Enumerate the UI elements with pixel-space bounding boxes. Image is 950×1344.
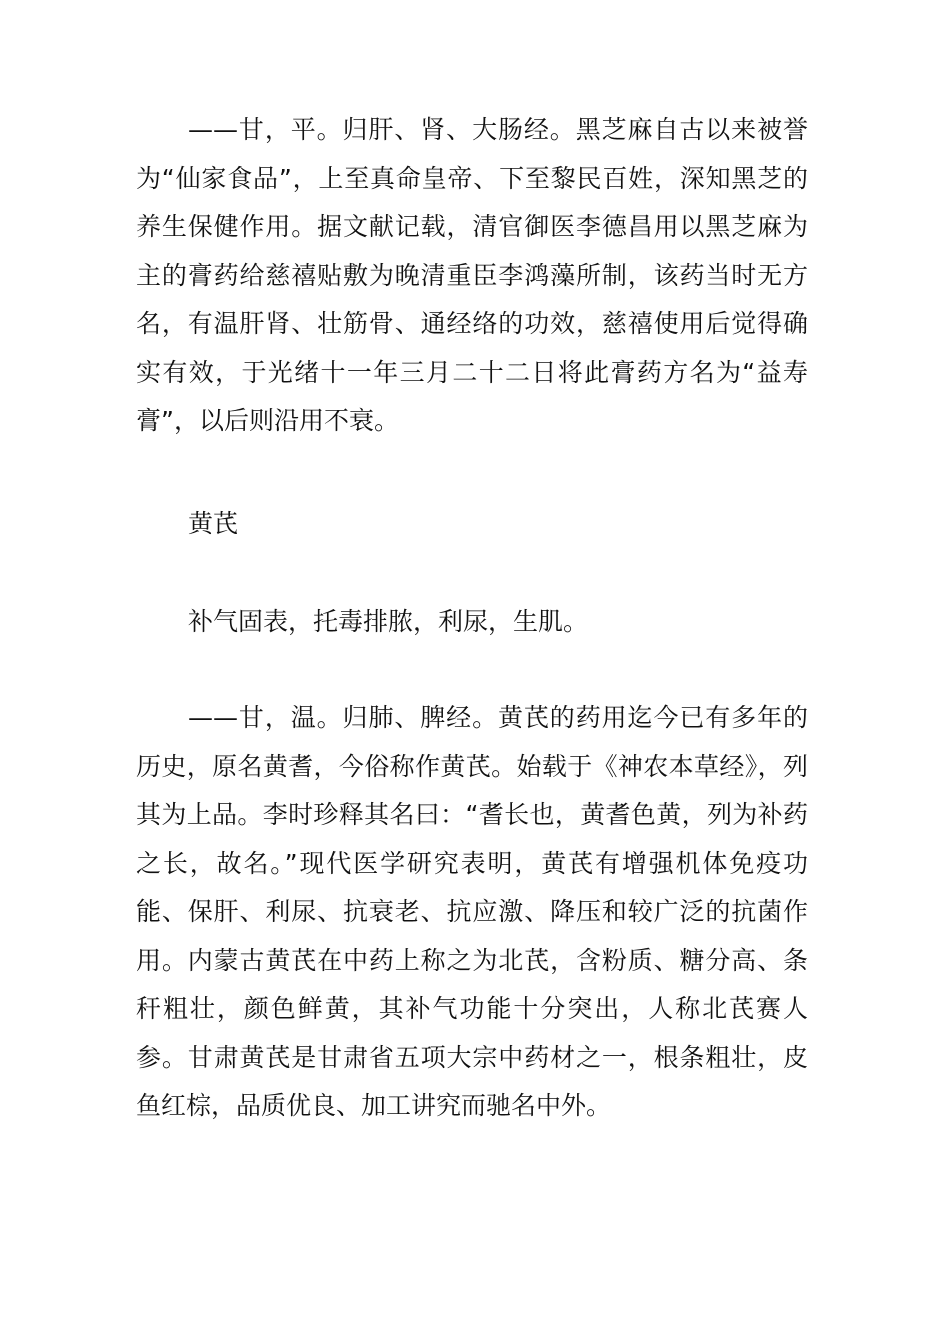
paragraph-huangqi-properties: ——甘，温。归肺、脾经。黄芪的药用迄今已有多年的历史，原名黄耆，今俗称作黄芪。始载于《神农本草经》，列其为上品。李时珍释其名曰：“耆长也，黄耆色黄，列为补药之长，故名。”现代医学研究表明，黄芪有增强机体免疫功能、保肝、利尿、抗衰老、抗应激、降压和较广泛的抗菌作用。内蒙古黄芪在中药上称之为北芪，含粉质、糖分高、条秆粗壮，颜色鲜黄，其补气功能十分突出，人称北芪赛人参。甘肃黄芪是甘肃省五项大宗中药材之一，根条粗壮，皮鱼红棕，品质优良、加工讲究而驰名中外。 (136, 703, 808, 1120)
paragraph-black-sesame-properties: ——甘，平。归肝、肾、大肠经。黑芝麻自古以来被誉为“仙家食品”，上至真命皇帝、下至黎民百姓，深知黑芝的养生保健作用。据文献记载，清官御医李德昌用以黑芝麻为主的膏药给慈禧贴敷为晚清重臣李鸿藻所制，该药当时无方名，有温肝肾、壮筋骨、通经络的功效，慈禧使用后觉得确实有效，于光绪十一年三月二十二日将此膏药方名为“益寿膏”，以后则沿用不衰。 (136, 115, 808, 435)
section-heading-huangqi: 黄芪 (188, 509, 239, 538)
paragraph-huangqi-effects: 补气固表，托毒排脓，利尿，生肌。 (188, 607, 589, 636)
